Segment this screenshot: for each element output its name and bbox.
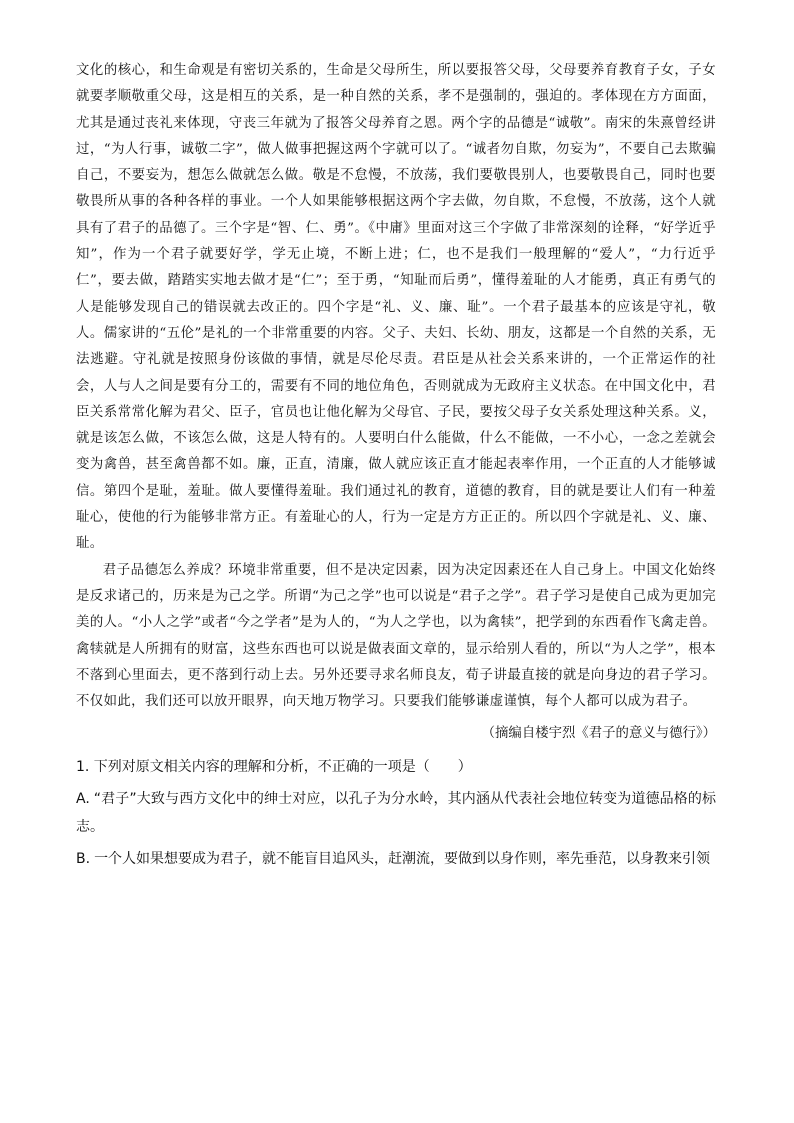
question-block <box>76 753 716 873</box>
option-b <box>76 845 716 873</box>
option-b-text: 一个人如果想要成为君子，就不能盲目追风头，赶潮流，要做到以身作则，率先垂范，以身教来引领 <box>94 851 711 868</box>
document-page <box>76 58 716 877</box>
option-a-letter: A. <box>76 791 90 808</box>
option-a <box>76 785 716 841</box>
option-b-letter: B. <box>76 851 91 868</box>
passage-paragraph-2: 君子品德怎么养成？环境非常重要，但不是决定因素，因为决定因素还在人自己身上。中国文化始终是反求诸己的，历来是为己之学。所谓“为己之学”也可以说是“君子之学”。君子学习是使自己成为更加完美的人。“小人之学”或者“今之学者”是为人的，“为人之学也，以为禽犊”，把学到的东西看作飞禽走兽。禽犊就是人所拥有的财富，这些东西也可以说是做表面文章的，显示给别人看的，所以“为人之学”，根本不落到心里面去，更不落到行动上去。另外还要寻求名师良友，荀子讲最直接的就是向身边的君子学习。不仅如此，我们还可以放开眼界，向天地万物学习。只要我们能够谦虚谨慎，每个人都可以成为君子。 <box>76 562 716 710</box>
question-stem: 1. 下列对原文相关内容的理解和分析，不正确的一项是（ ） <box>76 759 472 776</box>
option-a-text: “君子”大致与西方文化中的绅士对应，以孔子为分水岭，其内涵从代表社会地位转变为道德品格的标志。 <box>76 791 716 836</box>
passage-paragraph-1: 文化的核心，和生命观是有密切关系的，生命是父母所生，所以要报答父母，父母要养育教育子女，子女就要孝顺敬重父母，这是相互的关系，是一种自然的关系，孝不是强制的，强迫的。孝体现在方方面面，尤其是通过丧礼来体现，守丧三年就为了报答父母养育之恩。两个字的品德是“诚敬”。南宋的朱熹曾经讲过，“为人行事，诚敬二字”，做人做事把握这两个字就可以了。“诚者勿自欺，勿妄为”，不要自己去欺骗自己，不要妄为，想怎么做就怎么做。敬是不怠慢，不放荡，我们要敬畏别人，也要敬畏自己，同时也要敬畏所从事的各种各样的事业。一个人如果能够根据这两个字去做，勿自欺，不怠慢，不放荡，这个人就具有了君子的品德了。三个字是“智、仁、勇”。《中庸》里面对这三个字做了非常深刻的诠释，“好学近乎知”，作为一个君子就要好学，学无止境，不断上进；仁，也不是我们一般理解的“爱人”，“力行近乎仁”，要去做，踏踏实实地去做才是“仁”；至于勇，“知耻而后勇”，懂得羞耻的人才能勇，真正有勇气的人是能够发现自己的错误就去改正的。四个字是“礼、义、廉、耻”。一个君子最基本的应该是守礼，敬人。儒家讲的“五伦”是礼的一个非常重要的内容。父子、夫妇、长幼、朋友，这都是一个自然的关系，无法逃避。守礼就是按照身份该做的事情，就是尽伦尽责。君臣是从社会关系来讲的，一个正常运作的社会，人与人之间是要有分工的，需要有不同的地位角色，否则就成为无政府主义状态。在中国文化中，君臣关系常常化解为君父、臣子，官员也让他化解为父母官、子民，要按父母子女关系处理这种关系。义，就是该怎么做，不该怎么做，这是人特有的。人要明白什么能做，什么不能做，一不小心，一念之差就会变为禽兽，甚至禽兽都不如。廉，正直，清廉，做人就应该正直才能起表率作用，一个正直的人才能够诚信。第四个是耻，羞耻。做人要懂得羞耻。我们通过礼的教育，道德的教育，目的就是要让人们有一种羞耻心，使他的行为能够非常方正。有羞耻心的人，行为一定是方方正正的。所以四个字就是礼、义、廉、耻。 <box>76 63 716 552</box>
passage-source: （摘编自楼宇烈《君子的意义与德行》） <box>481 726 716 742</box>
